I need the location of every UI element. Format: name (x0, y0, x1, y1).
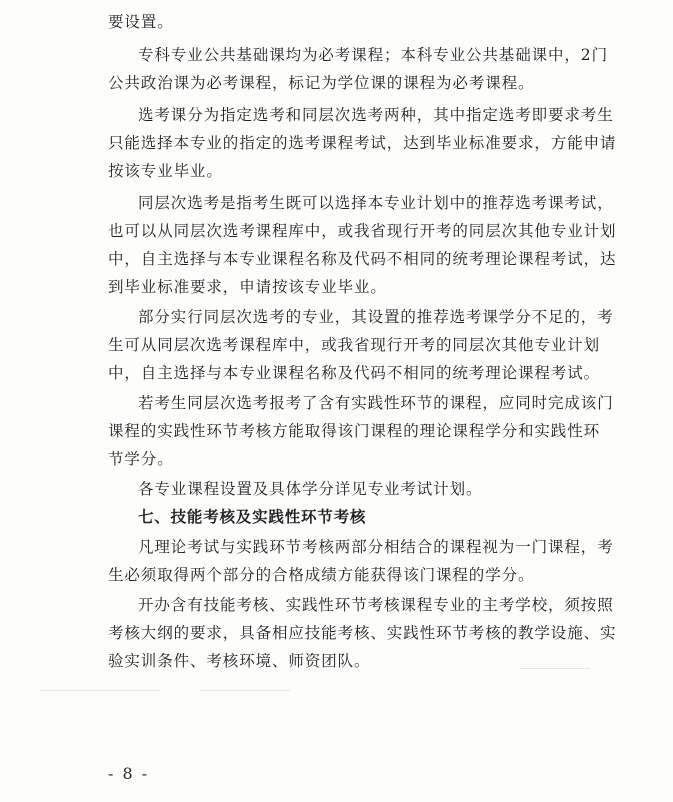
text-line: 要设置。 (108, 13, 174, 31)
text-line: 专科专业公共基础课均为必考课程；本科专业公共基础课中，2门 (138, 46, 608, 64)
text-line: 中，自主选择与本专业课程名称及代码不相同的统考理论课程考试，达 (108, 250, 617, 268)
text-line: 部分实行同层次选考的专业，其设置的推荐选考课学分不足的，考 (138, 308, 614, 326)
text-line: 中，自主选择与本专业课程名称及代码不相同的统考理论课程考试。 (108, 364, 601, 382)
scan-artifact (40, 690, 160, 691)
text-line: 同层次选考是指考生既可以选择本专业计划中的推荐选考课考试， (138, 194, 614, 212)
text-line: 凡理论考试与实践环节考核两部分相结合的课程视为一门课程，考 (138, 538, 614, 556)
scan-artifact (200, 690, 290, 691)
text-line: 按该专业毕业。 (108, 162, 223, 180)
section-heading: 七、技能考核及实践性环节考核 (138, 508, 367, 526)
text-line: 也可以从同层次选考课程库中，或我省现行开考的同层次其他专业计划 (108, 222, 617, 240)
text-line: 课程的实践性环节考核方能取得该门课程的理论课程学分和实践性环 (108, 422, 601, 440)
text-line: 验实训条件、考核环境、师资团队。 (108, 652, 371, 670)
text-line: 选考课分为指定选考和同层次选考两种，其中指定选考即要求考生 (138, 106, 614, 124)
page-number: - 8 - (108, 764, 150, 783)
text-line: 考核大纲的要求，具备相应技能考核、实践性环节考核的教学设施、实 (108, 624, 617, 642)
text-line: 生必须取得两个部分的合格成绩方能获得该门课程的学分。 (108, 566, 535, 584)
text-line: 只能选择本专业的指定的选考课程考试，达到毕业标准要求，方能申请 (108, 134, 617, 152)
text-line: 各专业课程设置及具体学分详见专业考试计划。 (138, 480, 483, 498)
text-line: 生可从同层次选考课程库中，或我省现行开考的同层次其他专业计划 (108, 336, 601, 354)
text-line: 节学分。 (108, 450, 174, 468)
text-line: 到毕业标准要求，申请按该专业毕业。 (108, 278, 387, 296)
text-line: 公共政治课为必考课程，标记为学位课的课程为必考课程。 (108, 74, 535, 92)
scan-artifact (520, 668, 590, 669)
text-line: 开办含有技能考核、实践性环节考核课程专业的主考学校，须按照 (138, 596, 614, 614)
text-line: 若考生同层次选考报考了含有实践性环节的课程，应同时完成该门 (138, 394, 614, 412)
